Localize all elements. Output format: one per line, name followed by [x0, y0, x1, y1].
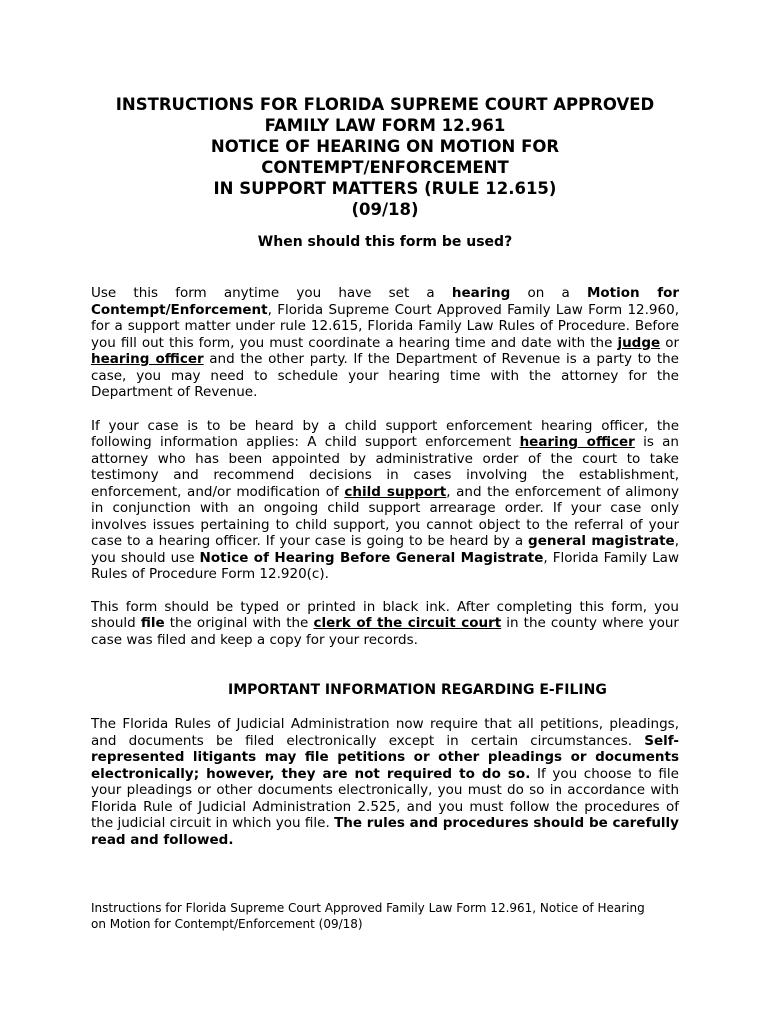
paragraph-e-filing	[91, 716, 679, 848]
term-notice-form: Notice of Hearing Before General Magistrate	[199, 549, 544, 566]
term-hearing: hearing	[451, 285, 511, 301]
paragraph-filing	[91, 599, 679, 649]
term-motion: Motion for Contempt/Enforcement	[91, 285, 680, 318]
document-title	[91, 94, 679, 220]
text: , and the enforcement of alimony in conjunction with an ongoing child support arrearage order. If your case only involves issues pertaining to child support, you cannot object to the referral of your case to a hearing officer. If your case is going to be heard by a	[91, 483, 679, 549]
title-line-4: CONTEMPT/ENFORCEMENT	[261, 158, 509, 177]
text: If you choose to file your pleadings or other documents electronically, you must do so in accordance with Florida Rule of Judicial Administration 2.525, and you must follow the procedures of the judicial circuit in which you file.	[91, 765, 679, 831]
title-line-1: INSTRUCTIONS FOR FLORIDA SUPREME COURT APPROVED	[115, 95, 655, 114]
text: the original with the	[164, 615, 314, 631]
paragraph-usage	[91, 285, 679, 401]
section-heading-e-filing: IMPORTANT INFORMATION REGARDING E-FILING	[228, 682, 607, 698]
text: This form should be typed or printed in black ink. After completing this form, you should	[91, 598, 679, 631]
page-footer	[91, 900, 691, 932]
title-line-2: FAMILY LAW FORM 12.961	[264, 116, 506, 135]
footer-line-1: Instructions for Florida Supreme Court Approved Family Law Form 12.961, Notice of Hearing	[91, 901, 645, 915]
text: or	[660, 334, 680, 351]
title-line-3: NOTICE OF HEARING ON MOTION FOR	[210, 137, 560, 156]
section-heading-when-used: When should this form be used?	[257, 234, 513, 250]
text: The Florida Rules of Judicial Administration now require that all petitions, pleadings, and documents be filed electronically except in certain circumstances.	[91, 716, 679, 749]
text: , Florida Family Law Rules of Procedure Form 12.920(c).	[91, 549, 679, 582]
bold-statement-self-represented: Self-represented litigants may file petitions or other pleadings or documents electronically; however, they are not required to do so.	[91, 732, 679, 782]
paragraph-hearing-officer	[91, 418, 679, 583]
text: in the county where your case was filed and keep a copy for your records.	[91, 615, 679, 648]
term-file: file	[140, 615, 165, 631]
instructions-page	[91, 94, 679, 848]
term-hearing-officer: hearing officer	[519, 434, 635, 450]
footer-line-2: on Motion for Contempt/Enforcement (09/18)	[91, 917, 363, 931]
title-line-5: IN SUPPORT MATTERS (RULE 12.615)	[213, 179, 557, 198]
term-judge: judge	[617, 334, 661, 351]
text: on a	[510, 285, 587, 301]
title-line-6: (09/18)	[351, 200, 419, 219]
term-child-support: child support	[344, 483, 447, 500]
text: If your case is to be heard by a child support enforcement hearing officer, the following information applies: A child support enforcement	[91, 417, 679, 450]
bold-statement-rules: The rules and procedures should be carefully read and followed.	[91, 815, 679, 848]
text: is an attorney who has been appointed by administrative order of the court to take testimony and recommend decisions in cases involving the establishment, enforcement, and/or modification of	[91, 434, 679, 500]
text: , you should use	[91, 533, 680, 566]
text: Use this form anytime you have set a	[91, 285, 452, 301]
term-hearing-officer: hearing officer	[91, 351, 204, 367]
text: and the other party. If the Department of Revenue is a party to the case, you may need to schedule your hearing time with the attorney for the Department of Revenue.	[91, 351, 679, 400]
term-clerk: clerk of the circuit court	[313, 615, 502, 631]
term-general-magistrate: general magistrate	[528, 533, 675, 549]
text: , Florida Supreme Court Approved Family Law Form 12.960, for a support matter under rule 12.615, Florida Family Law Rules of Procedure. Before you fill out this form, you must coordinate a hearing time and date with the	[91, 301, 679, 351]
